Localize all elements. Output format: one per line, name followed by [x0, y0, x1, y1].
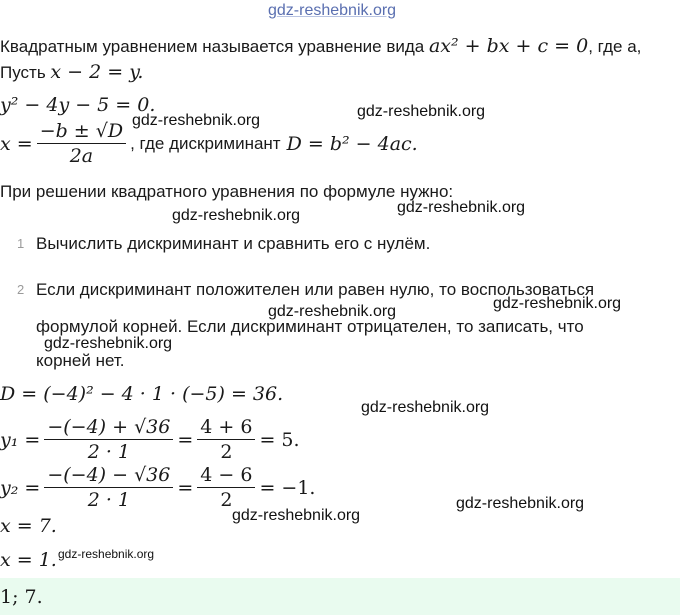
root-formula-fraction	[37, 120, 126, 167]
y2-fraction-1	[44, 464, 173, 511]
step-2-line-1: Если дискриминант положителен или равен нулю, то воспользоваться	[36, 280, 595, 299]
step-1-number: 1	[17, 236, 25, 251]
intro-line	[0, 36, 641, 57]
y1-fraction-1	[44, 416, 173, 463]
step-2-line-3: корней нет.	[36, 351, 125, 370]
watermark: gdz-reshebnik.org	[268, 303, 397, 320]
y2-fraction-2	[197, 464, 255, 511]
answer-text: 1; 7.	[0, 586, 43, 608]
discriminant-formula: D = b² − 4ac.	[286, 132, 418, 155]
watermark: gdz-reshebnik.org	[456, 495, 585, 512]
y2-calculation	[0, 464, 315, 511]
y1-fraction-2	[197, 416, 255, 463]
watermark: gdz-reshebnik.org	[357, 103, 486, 120]
discriminant-calculation: D = (−4)² − 4 · 1 · (−5) = 36.	[0, 383, 284, 405]
intro-prefix: Квадратным уравнением называется уравнение вида	[0, 37, 425, 56]
step-1-text: Вычислить дискриминант и сравнить его с нулём.	[36, 234, 431, 253]
root-formula-numerator: −b ± √D	[37, 120, 126, 144]
substitution-line	[0, 62, 143, 83]
quadratic-equation: y² − 4y − 5 = 0.	[0, 94, 156, 116]
step-2-line-2: формулой корней. Если дискриминант отрицателен, то записать, что	[36, 317, 584, 336]
intro-suffix: , где a,	[588, 37, 642, 56]
y1-result: = 5.	[259, 428, 300, 451]
y2-result: = −1.	[259, 476, 316, 499]
answer-box	[0, 578, 680, 615]
x-value-1: x = 7.	[0, 515, 57, 537]
watermark: gdz-reshebnik.org	[232, 507, 361, 524]
watermark: gdz-reshebnik.org	[361, 399, 490, 416]
watermark: gdz-reshebnik.org	[58, 547, 155, 561]
root-formula-denominator: 2a	[69, 145, 94, 167]
x-value-2: x = 1.	[0, 549, 57, 571]
y1-equals: =	[177, 428, 194, 451]
y2-lhs: y₂ =	[0, 476, 41, 499]
y2-denominator-2: 2	[220, 489, 233, 511]
y1-denominator-1: 2 · 1	[87, 441, 130, 463]
watermark-top: gdz-reshebnik.org	[268, 2, 397, 19]
y2-equals: =	[177, 476, 194, 499]
y1-calculation	[0, 416, 300, 463]
substitution-formula: x − 2 = y.	[50, 61, 144, 83]
y1-lhs: y₁ =	[0, 428, 41, 451]
intro-formula: ax² + bx + c = 0	[428, 35, 589, 57]
y2-denominator-1: 2 · 1	[87, 489, 130, 511]
watermark: gdz-reshebnik.org	[493, 295, 622, 312]
y2-numerator-1: −(−4) − √36	[44, 464, 173, 488]
y1-numerator-1: −(−4) + √36	[44, 416, 173, 440]
y1-denominator-2: 2	[220, 441, 233, 463]
watermark: gdz-reshebnik.org	[44, 335, 173, 352]
root-formula-text: , где дискриминант	[130, 133, 281, 153]
method-heading: При решении квадратного уравнения по формуле нужно:	[0, 182, 454, 201]
y1-numerator-2: 4 + 6	[197, 416, 255, 440]
root-formula-lhs: x =	[0, 132, 33, 155]
y2-numerator-2: 4 − 6	[197, 464, 255, 488]
step-2-number: 2	[17, 282, 25, 297]
watermark: gdz-reshebnik.org	[132, 112, 261, 129]
watermark: gdz-reshebnik.org	[172, 207, 301, 224]
substitution-prefix: Пусть	[0, 63, 46, 82]
watermark: gdz-reshebnik.org	[397, 199, 526, 216]
